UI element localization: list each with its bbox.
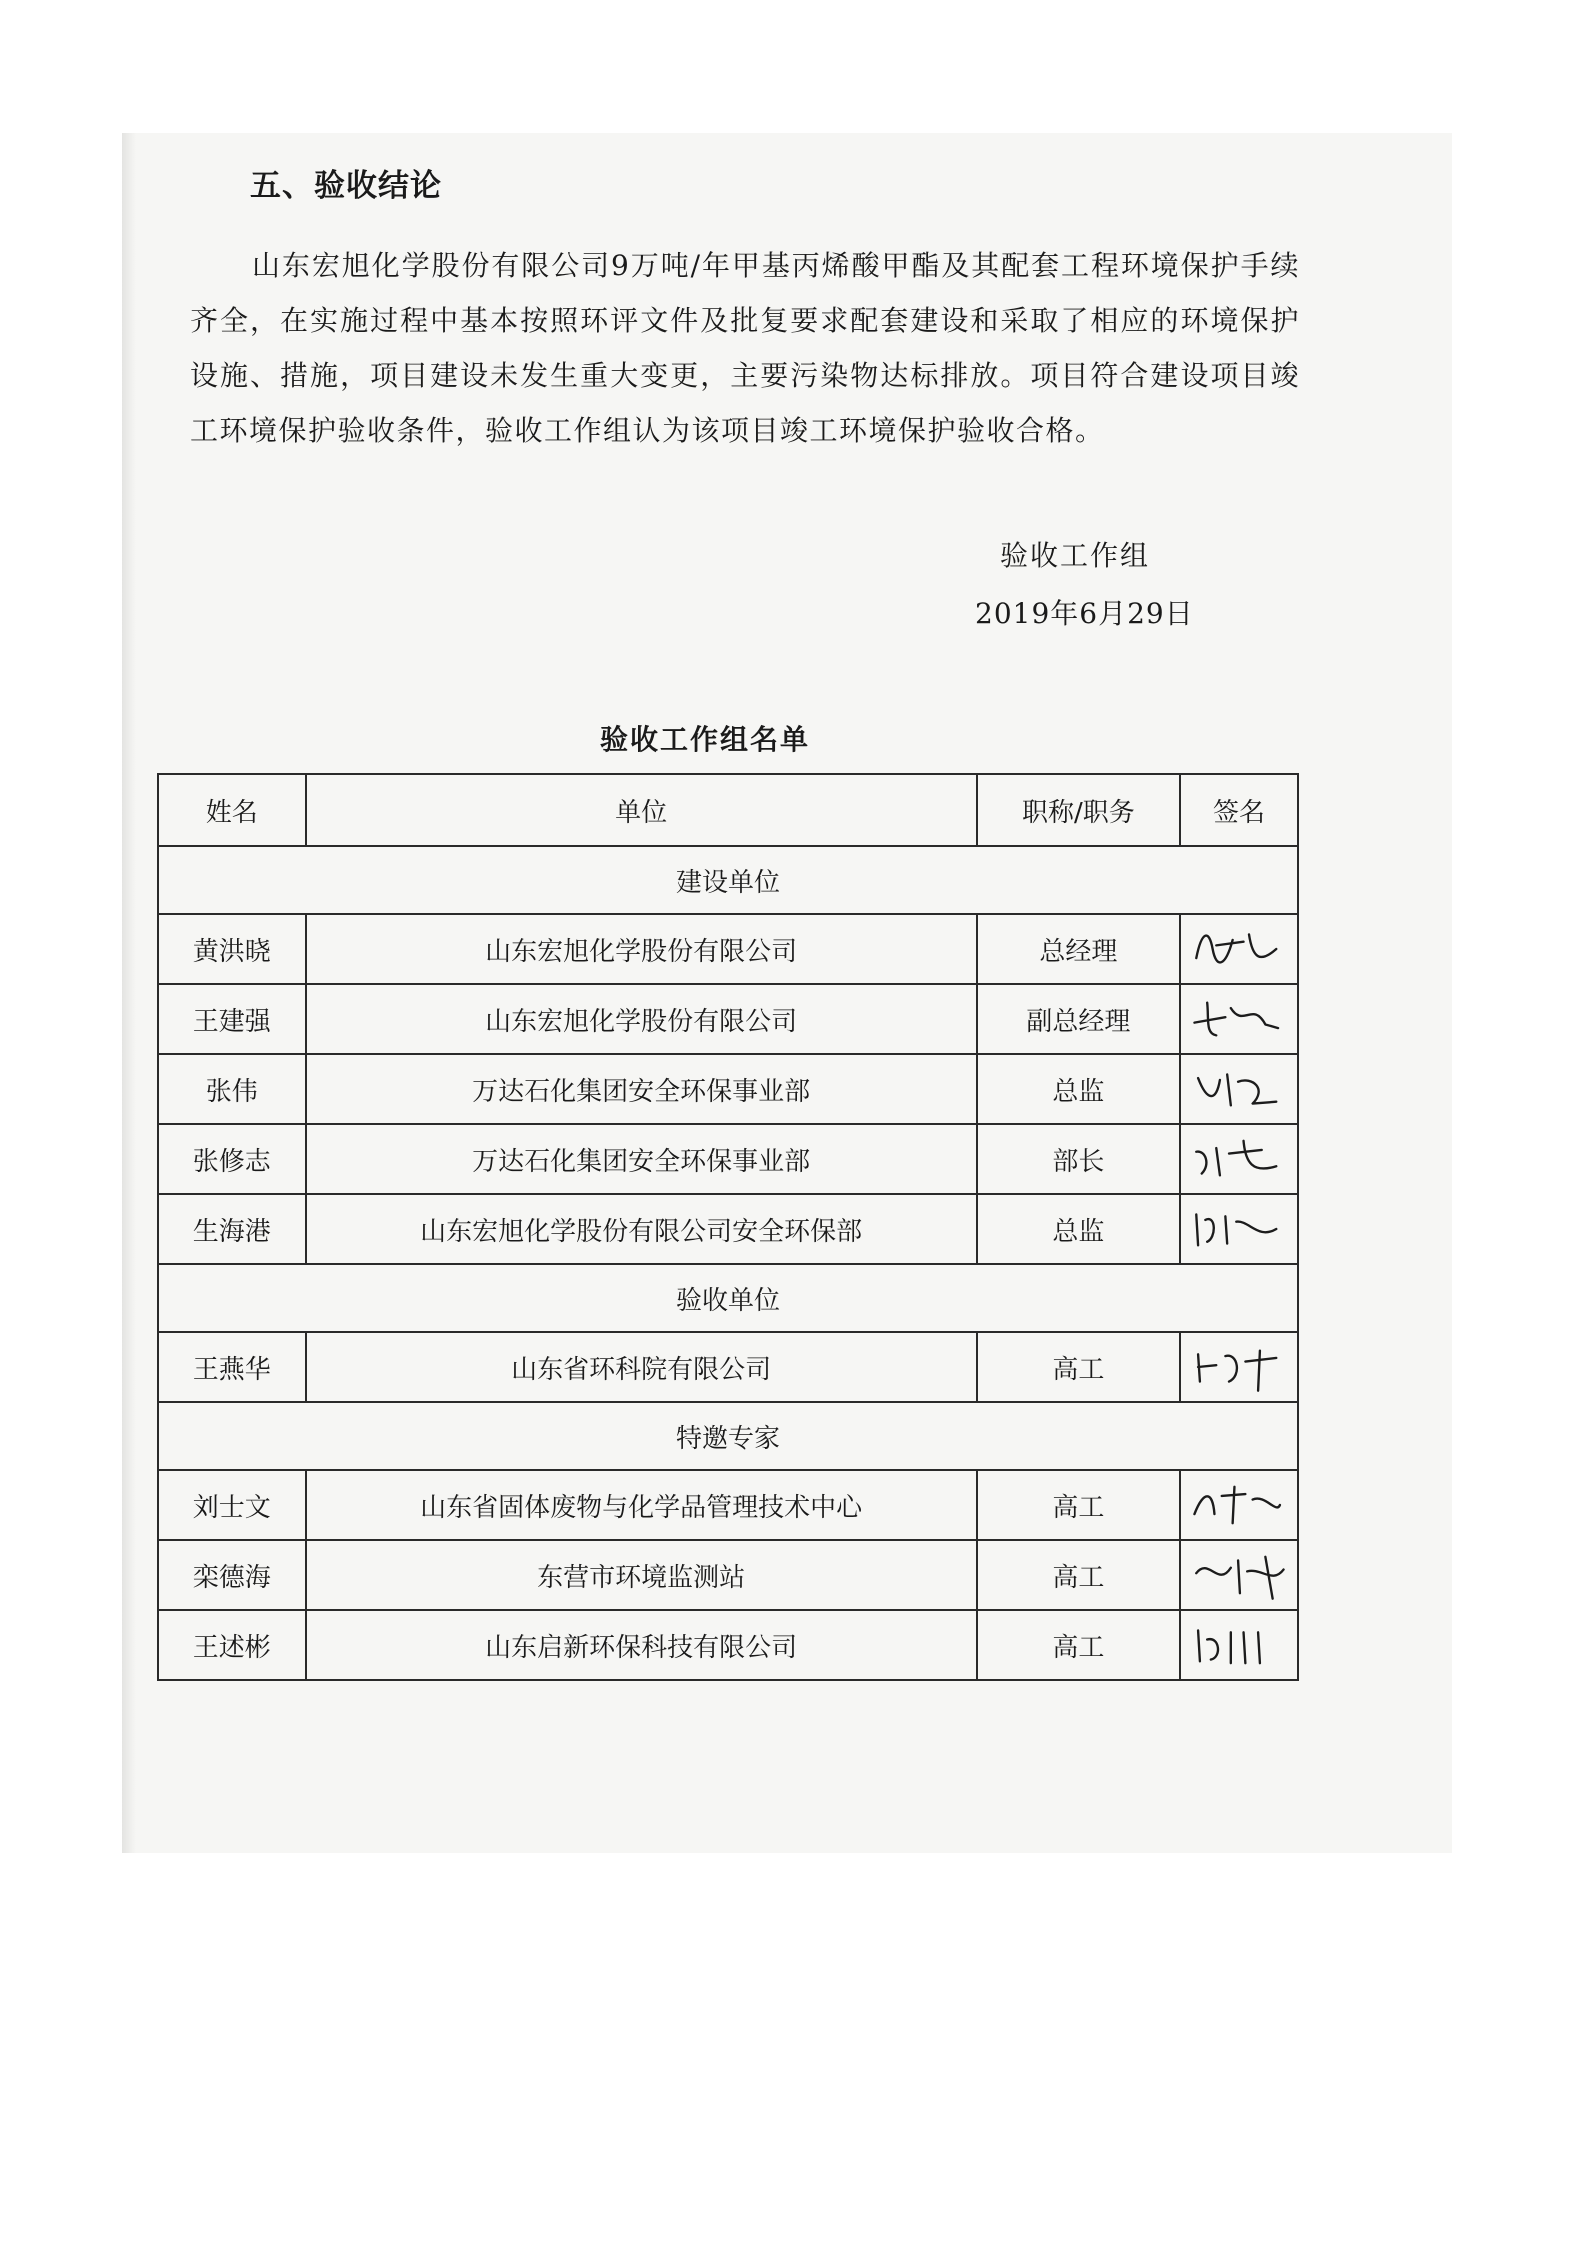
member-title: 副总经理 <box>977 984 1180 1054</box>
member-name: 刘士文 <box>158 1470 306 1540</box>
member-signature <box>1180 1194 1298 1264</box>
table-row <box>158 1124 1298 1194</box>
member-unit: 万达石化集团安全环保事业部 <box>306 1124 977 1194</box>
member-signature <box>1180 1610 1298 1680</box>
member-title: 总监 <box>977 1054 1180 1124</box>
roster-title: 验收工作组名单 <box>600 723 811 756</box>
member-title: 总监 <box>977 1194 1180 1264</box>
member-signature <box>1180 1332 1298 1402</box>
member-unit: 山东宏旭化学股份有限公司 <box>306 984 977 1054</box>
signature-stroke <box>1194 1003 1278 1036</box>
header-unit: 单位 <box>306 774 977 846</box>
section-row <box>158 846 1298 914</box>
member-name: 张伟 <box>158 1054 306 1124</box>
roster-body <box>158 774 1298 1680</box>
member-title: 高工 <box>977 1540 1180 1610</box>
handwritten-signature-icon <box>1189 1201 1289 1257</box>
member-signature <box>1180 1470 1298 1540</box>
section-heading: 五、验收结论 <box>250 168 442 204</box>
conclusion-text: 山东宏旭化学股份有限公司9万吨/年甲基丙烯酸甲酯及其配套工程环境保护手续齐全，在实施过程中基本按照环评文件及批复要求配套建设和采取了相应的环境保护设施、措施，项目建设未发生重大变更，主要污染物达标排放。项目符合建设项目竣工环境保护验收条件，验收工作组认为该项目竣工环境保护验收合格。 <box>190 249 1300 447</box>
member-unit: 东营市环境监测站 <box>306 1540 977 1610</box>
table-row <box>158 1194 1298 1264</box>
header-signature: 签名 <box>1180 774 1298 846</box>
member-title: 高工 <box>977 1610 1180 1680</box>
member-unit: 山东宏旭化学股份有限公司 <box>306 914 977 984</box>
handwritten-signature-icon <box>1189 1617 1289 1673</box>
table-row <box>158 1470 1298 1540</box>
handwritten-signature-icon <box>1189 1339 1289 1395</box>
member-signature <box>1180 984 1298 1054</box>
header-name: 姓名 <box>158 774 306 846</box>
handwritten-signature-icon <box>1189 1547 1289 1603</box>
member-name: 张修志 <box>158 1124 306 1194</box>
signoff-organization: 验收工作组 <box>1000 539 1151 572</box>
member-unit: 山东启新环保科技有限公司 <box>306 1610 977 1680</box>
member-name: 王燕华 <box>158 1332 306 1402</box>
member-unit: 山东省固体废物与化学品管理技术中心 <box>306 1470 977 1540</box>
conclusion-paragraph <box>190 238 1300 458</box>
member-name: 王建强 <box>158 984 306 1054</box>
section-label: 特邀专家 <box>158 1402 1298 1470</box>
roster-header-row <box>158 774 1298 846</box>
member-unit: 山东省环科院有限公司 <box>306 1332 977 1402</box>
signature-stroke <box>1196 1141 1276 1176</box>
roster-table <box>157 773 1299 1681</box>
handwritten-signature-icon <box>1189 921 1289 977</box>
member-name: 生海港 <box>158 1194 306 1264</box>
table-row <box>158 1054 1298 1124</box>
signature-stroke <box>1198 1630 1260 1663</box>
member-name: 黄洪晓 <box>158 914 306 984</box>
table-row <box>158 1332 1298 1402</box>
table-row <box>158 914 1298 984</box>
table-row <box>158 1610 1298 1680</box>
section-row <box>158 1264 1298 1332</box>
member-name: 栾德海 <box>158 1540 306 1610</box>
section-row <box>158 1402 1298 1470</box>
section-label: 建设单位 <box>158 846 1298 914</box>
signature-stroke <box>1198 1074 1276 1105</box>
member-title: 部长 <box>977 1124 1180 1194</box>
handwritten-signature-icon <box>1189 1477 1289 1533</box>
member-title: 总经理 <box>977 914 1180 984</box>
member-signature <box>1180 1054 1298 1124</box>
member-unit: 山东宏旭化学股份有限公司安全环保部 <box>306 1194 977 1264</box>
member-title: 高工 <box>977 1470 1180 1540</box>
scan-edge-shadow <box>122 133 136 1853</box>
handwritten-signature-icon <box>1189 1131 1289 1187</box>
member-title: 高工 <box>977 1332 1180 1402</box>
handwritten-signature-icon <box>1189 1061 1289 1117</box>
member-signature <box>1180 914 1298 984</box>
member-name: 王述彬 <box>158 1610 306 1680</box>
signature-stroke <box>1194 1487 1279 1523</box>
table-row <box>158 984 1298 1054</box>
header-title: 职称/职务 <box>977 774 1180 846</box>
signoff-date: 2019年6月29日 <box>975 597 1194 630</box>
section-label: 验收单位 <box>158 1264 1298 1332</box>
signature-stroke <box>1196 934 1276 962</box>
signature-stroke <box>1198 1351 1276 1391</box>
signature-stroke <box>1196 1214 1276 1245</box>
member-signature <box>1180 1540 1298 1610</box>
handwritten-signature-icon <box>1189 991 1289 1047</box>
table-row <box>158 1540 1298 1610</box>
signature-stroke <box>1196 1557 1283 1599</box>
member-unit: 万达石化集团安全环保事业部 <box>306 1054 977 1124</box>
member-signature <box>1180 1124 1298 1194</box>
